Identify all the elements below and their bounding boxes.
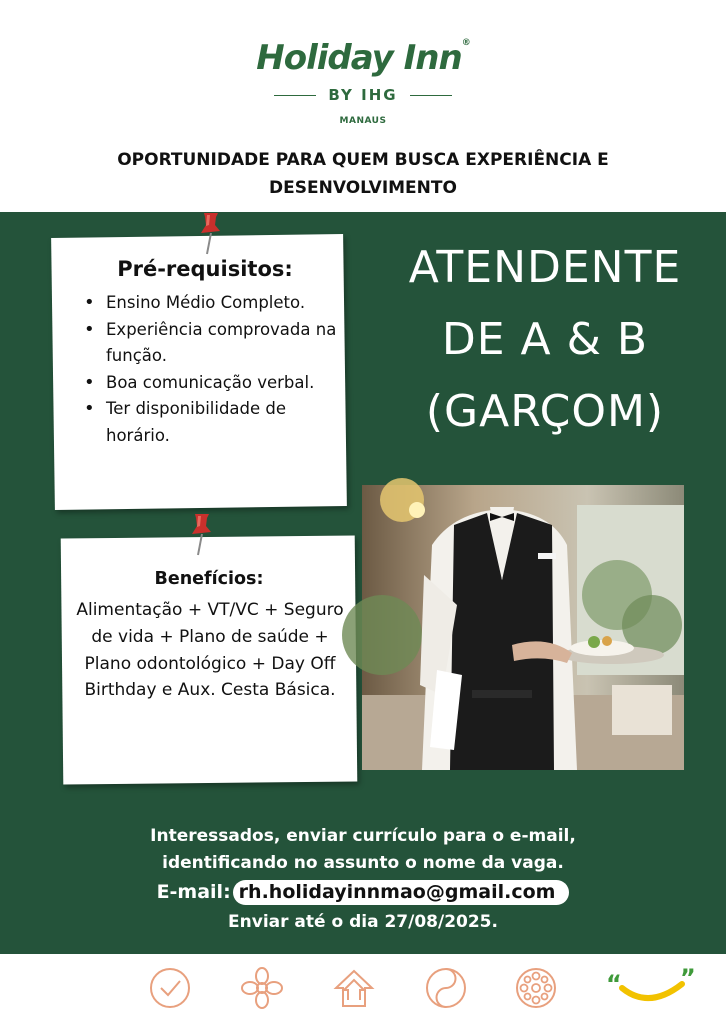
- job-title-line-1: ATENDENTE: [408, 242, 682, 293]
- house-arrow-icon: [332, 966, 376, 1010]
- dots-circle-icon: [514, 966, 558, 1010]
- requirement-item: • Ter disponibilidade de horário.: [82, 396, 342, 449]
- headline-line-1: OPORTUNIDADE PARA QUEM BUSCA EXPERIÊNCIA E: [117, 150, 609, 170]
- push-pin-icon: [198, 211, 222, 255]
- requirement-item: • Boa comunicação verbal.: [82, 370, 342, 397]
- logo-divider: [410, 95, 452, 97]
- waiter-photo: [362, 485, 684, 770]
- svg-text:“: “: [606, 970, 622, 998]
- email-label: E-mail:: [156, 881, 231, 903]
- brand-sub: BY IHG: [328, 86, 398, 104]
- city-label: MANAUS: [339, 116, 387, 126]
- header: [0, 0, 726, 212]
- logo-subtitle: [0, 86, 726, 104]
- benefits-title: Benefícios:: [154, 569, 264, 589]
- yin-yang-icon: [424, 966, 468, 1010]
- benefits-text: Alimentação + VT/VC + Seguro de vida + Plano de saúde + Plano odontológico + Day Off Birthday e Aux. Cesta Básica.: [76, 600, 344, 701]
- check-circle-icon: [148, 966, 192, 1010]
- deadline-text: Enviar até o dia 27/08/2025.: [228, 912, 498, 932]
- requirement-item: • Experiência comprovada na função.: [82, 317, 342, 370]
- flower-icon: [240, 966, 284, 1010]
- job-title-line-2: DE A & B: [441, 314, 649, 365]
- requirement-item: • Ensino Médio Completo.: [82, 290, 342, 317]
- brand-name: Holiday Inn: [256, 38, 462, 78]
- contact-line-1: Interessados, enviar currículo para o e-mail,: [150, 826, 576, 846]
- email-address-link[interactable]: rh.holidayinnmao@gmail.com: [233, 880, 570, 905]
- email-row: [0, 880, 726, 905]
- headline: [60, 146, 666, 202]
- svg-text:”: ”: [680, 964, 696, 992]
- requirements-list: [82, 290, 342, 449]
- holiday-inn-logo: Holiday Inn®: [256, 38, 470, 78]
- logo-divider: [274, 95, 316, 97]
- contact-line-2: identificando no assunto o nome da vaga.: [162, 853, 564, 873]
- smile-quote-icon: [604, 966, 694, 1010]
- requirements-title: Pré-requisitos:: [117, 257, 293, 281]
- job-title-line-3: (GARÇOM): [425, 386, 665, 437]
- push-pin-icon: [189, 512, 213, 556]
- job-title: [380, 232, 710, 448]
- waiter-illustration: [362, 485, 684, 770]
- headline-line-2: DESENVOLVIMENTO: [269, 178, 457, 198]
